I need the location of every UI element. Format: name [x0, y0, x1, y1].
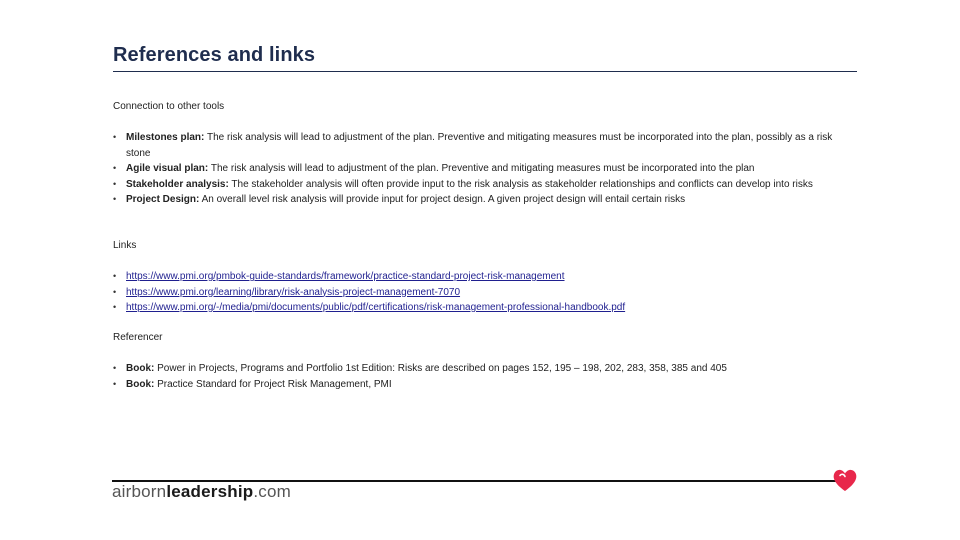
- item-text: The risk analysis will lead to adjustment of the plan. Preventive and mitigating measures must be incorporated into the plan, possibly as a risk stone: [126, 132, 833, 159]
- item-term: Milestones plan:: [126, 132, 205, 143]
- item-text: Practice Standard for Project Risk Management, PMI: [154, 378, 392, 390]
- list-item: [113, 177, 833, 193]
- list-item: [113, 377, 833, 393]
- links-list: [113, 269, 833, 316]
- page-title: References and links: [113, 44, 316, 66]
- links-heading: Links: [113, 240, 137, 251]
- item-term: Stakeholder analysis:: [126, 178, 229, 190]
- list-item: [113, 285, 833, 301]
- item-term: Book:: [126, 378, 155, 390]
- list-item: [113, 300, 833, 316]
- link-pmi-risk-analysis[interactable]: https://www.pmi.org/learning/library/risk-analysis-project-management-7070: [126, 286, 461, 298]
- item-text: An overall level risk analysis will provide input for project design. A given project design will entail certain risks: [199, 194, 686, 205]
- link-pmi-handbook-pdf[interactable]: https://www.pmi.org/-/media/pmi/documents/public/pdf/certifications/risk-management-professional-handbook.pdf: [126, 302, 626, 313]
- title-divider: [113, 71, 857, 72]
- list-item: [113, 130, 833, 161]
- connection-heading: Connection to other tools: [113, 101, 225, 112]
- heart-logo-icon: [831, 466, 859, 494]
- item-term: Agile visual plan:: [126, 163, 209, 174]
- list-item: [113, 192, 833, 208]
- references-list: [113, 361, 833, 392]
- logo-suffix-text: .com: [253, 482, 292, 501]
- list-item: [113, 161, 833, 177]
- list-item: [113, 361, 833, 377]
- item-term: Book:: [126, 363, 155, 374]
- connection-list: [113, 130, 833, 208]
- company-logo: [112, 482, 291, 502]
- logo-light-text: airborn: [112, 482, 167, 501]
- logo-bold-text: leadership: [166, 482, 254, 501]
- item-text: The risk analysis will lead to adjustment of the plan. Preventive and mitigating measures must be incorporated into the plan: [208, 163, 755, 174]
- references-heading: Referencer: [113, 332, 163, 343]
- item-term: Project Design:: [126, 194, 200, 205]
- item-text: Power in Projects, Programs and Portfolio 1st Edition: Risks are described on pages 152, 195 – 198, 202, 283, 358, 385 and 405: [154, 363, 727, 374]
- link-pmi-practice-standard[interactable]: https://www.pmi.org/pmbok-guide-standards/framework/practice-standard-project-risk-management: [126, 271, 565, 282]
- item-text: The stakeholder analysis will often provide input to the risk analysis as stakeholder relationships and conflicts can develop into risks: [228, 178, 813, 190]
- list-item: [113, 269, 833, 285]
